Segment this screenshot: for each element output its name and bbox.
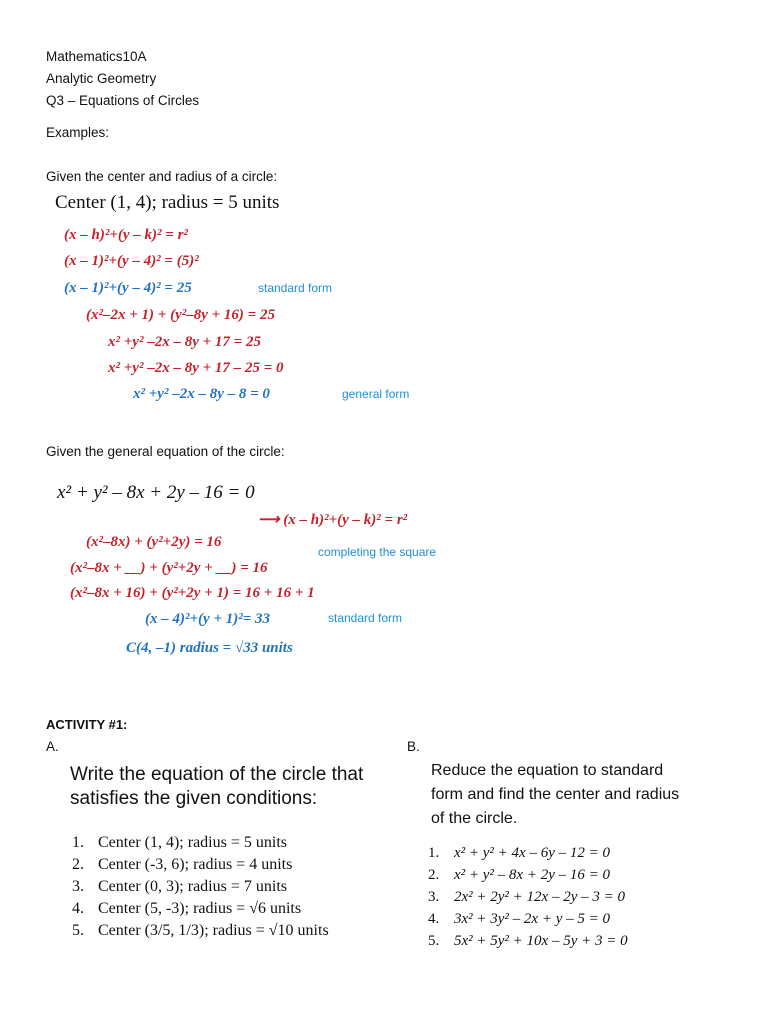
item-number: 4. <box>72 900 84 917</box>
example2-step: (x – 4)²+(y + 1)²= 33 <box>145 611 271 627</box>
part-a-heading <box>70 763 363 811</box>
example2-intro: Given the general equation of the circle: <box>46 444 285 459</box>
example1-step: (x – 1)²+(y – 4)² = 25 <box>64 280 192 296</box>
item-number: 1. <box>72 834 84 851</box>
item-text: x² + y² + 4x – 6y – 12 = 0 <box>454 845 610 861</box>
item-number: 3. <box>72 878 84 895</box>
item-text: x² + y² – 8x + 2y – 16 = 0 <box>454 867 610 883</box>
lesson-title: Q3 – Equations of Circles <box>46 93 200 108</box>
list-item <box>72 876 329 898</box>
list-item <box>428 886 628 908</box>
example1-step: x² +y² –2x – 8y – 8 = 0 <box>133 386 270 402</box>
course-title: Mathematics10A <box>46 49 147 64</box>
item-text: Center (-3, 6); radius = 4 units <box>98 856 293 873</box>
part-b-heading <box>431 759 679 831</box>
item-text: Center (1, 4); radius = 5 units <box>98 834 287 851</box>
item-text: Center (5, -3); radius = √6 units <box>98 900 302 917</box>
item-number: 5. <box>428 933 440 949</box>
list-item <box>428 930 628 952</box>
list-item <box>72 920 329 942</box>
part-b-heading-line: Reduce the equation to standard <box>431 762 664 779</box>
part-b-list <box>428 842 628 952</box>
item-text: 5x² + 5y² + 10x – 5y + 3 = 0 <box>454 933 628 949</box>
example1-step: (x²–2x + 1) + (y²–8y + 16) = 25 <box>86 307 275 323</box>
list-item <box>72 898 329 920</box>
example2-step: (x²–8x + __) + (y²+2y + __) = 16 <box>70 560 268 576</box>
example2-step: (x²–8x) + (y²+2y) = 16 <box>86 534 222 550</box>
list-item <box>428 908 628 930</box>
item-number: 2. <box>428 867 440 883</box>
note-standard-form: standard form <box>258 281 333 295</box>
part-a-label: A. <box>46 739 59 754</box>
item-number: 3. <box>428 889 440 905</box>
example2-target-form: ⟶ (x – h)²+(y – k)² = r² <box>258 512 408 528</box>
part-a-heading-line: satisfies the given conditions: <box>70 788 318 809</box>
example2-result: C(4, –1) radius = √33 units <box>126 640 293 656</box>
part-a-heading-line: Write the equation of the circle that <box>70 764 364 785</box>
note-general-form: general form <box>342 387 410 401</box>
part-b-heading-line: form and find the center and radius <box>431 786 680 803</box>
part-a-list <box>72 832 329 942</box>
item-text: 3x² + 3y² – 2x + y – 5 = 0 <box>454 911 610 927</box>
list-item <box>72 832 329 854</box>
activity-title: ACTIVITY #1: <box>46 717 128 732</box>
examples-heading: Examples: <box>46 125 110 140</box>
example1-intro: Given the center and radius of a circle: <box>46 169 278 184</box>
part-b-label: B. <box>407 739 420 754</box>
note-standard-form-2: standard form <box>328 611 403 625</box>
item-text: Center (0, 3); radius = 7 units <box>98 878 287 895</box>
example2-step: (x²–8x + 16) + (y²+2y + 1) = 16 + 16 + 1 <box>70 585 315 601</box>
example1-given: Center (1, 4); radius = 5 units <box>55 192 280 213</box>
example1-step: x² +y² –2x – 8y + 17 = 25 <box>108 334 261 350</box>
subject-title: Analytic Geometry <box>46 71 157 86</box>
item-number: 2. <box>72 856 84 873</box>
list-item <box>428 842 628 864</box>
item-text: 2x² + 2y² + 12x – 2y – 3 = 0 <box>454 889 625 905</box>
part-b-heading-line: of the circle. <box>431 810 518 827</box>
item-number: 4. <box>428 911 440 927</box>
item-text: Center (3/5, 1/3); radius = √10 units <box>98 922 329 939</box>
item-number: 5. <box>72 922 84 939</box>
example2-given: x² + y² – 8x + 2y – 16 = 0 <box>57 482 255 503</box>
list-item <box>428 864 628 886</box>
note-completing-square: completing the square <box>318 545 437 559</box>
item-number: 1. <box>428 845 440 861</box>
list-item <box>72 854 329 876</box>
example1-step: (x – h)²+(y – k)² = r² <box>64 227 188 243</box>
example1-step: (x – 1)²+(y – 4)² = (5)² <box>64 253 199 269</box>
example1-step: x² +y² –2x – 8y + 17 – 25 = 0 <box>108 360 284 376</box>
